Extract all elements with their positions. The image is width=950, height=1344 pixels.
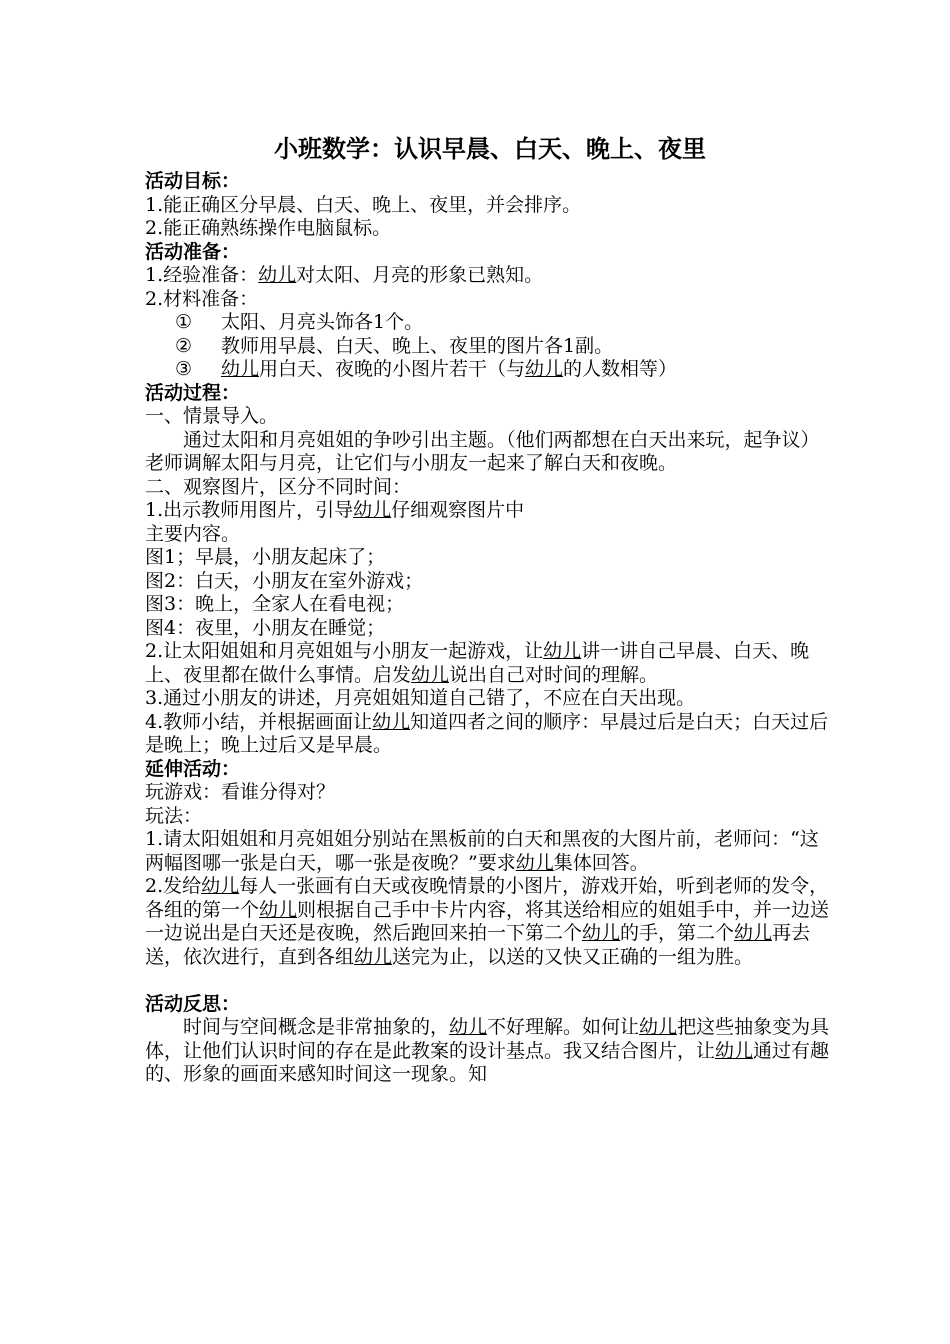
process-step3: 3.通过小朋友的讲述，月亮姐姐知道自己错了，不应在白天出现。 (145, 687, 696, 709)
prep-experience: 1.经验准备：幼儿对太阳、月亮的形象已熟知。 (145, 264, 544, 286)
material-text: 幼儿用白天、夜晚的小图片若干（与幼儿的人数相等） (221, 358, 678, 380)
document-title: 小班数学：认识早晨、白天、晚上、夜里 (274, 135, 706, 163)
material-number: ③ (175, 358, 193, 380)
extension-game: 玩游戏：看谁分得对？ (145, 781, 336, 803)
picture-item-3: 图3：晚上，全家人在看电视； (145, 593, 405, 615)
material-item-1 (145, 311, 835, 335)
extension-rule2: 2.发给幼儿每人一张画有白天或夜晚情景的小图片，游戏开始，听到老师的发令，各组的第一个幼儿则根据自己手中卡片内容，将其送给相应的姐姐手中，并一边送一边说出是白天还是夜晚，然后跑回来拍一下第二个幼儿的手，第二个幼儿再去送，依次进行，直到各组幼儿送完为止，以送的又快又正确的一组为胜。 (145, 875, 830, 968)
reflection-text: 时间与空间概念是非常抽象的，幼儿不好理解。如何让幼儿把这些抽象变为具体，让他们认识时间的存在是此教案的设计基点。我又结合图片，让幼儿通过有趣的、形象的画面来感知时间这一现象。知 (145, 1016, 830, 1085)
material-item-3 (145, 358, 835, 382)
process-step1b: 主要内容。 (145, 522, 241, 545)
process-part2-title: 二、观察图片，区分不同时间： (145, 475, 412, 498)
picture-item-4: 图4：夜里，小朋友在睡觉； (145, 616, 386, 639)
prep-material-title: 2.材料准备： (145, 287, 259, 310)
goals-heading: 活动目标： (145, 170, 241, 192)
spacer (145, 969, 835, 993)
material-item-2 (145, 335, 835, 359)
material-number: ② (175, 334, 193, 357)
extension-rules-title: 玩法： (145, 804, 203, 827)
process-heading: 活动过程： (145, 381, 241, 404)
goal-item-2: 2.能正确熟练操作电脑鼠标。 (145, 217, 392, 239)
extension-rule1: 1.请太阳姐姐和月亮姐姐分别站在黑板前的白天和黑夜的大图片前，老师问：“这两幅图哪一张是白天，哪一张是夜晚？”要求幼儿集体回答。 (145, 828, 819, 874)
document-page (145, 134, 835, 1087)
process-step4: 4.教师小结，并根据画面让幼儿知道四者之间的顺序：早晨过后是白天；白天过后是晚上；晚上过后又是早晨。 (145, 710, 829, 756)
process-step2: 2.让太阳姐姐和月亮姐姐与小朋友一起游戏，让幼儿讲一讲自己早晨、白天、晚上、夜里都在做什么事情。启发幼儿说出自己对时间的理解。 (145, 640, 810, 686)
extension-heading: 延伸活动： (145, 757, 241, 780)
material-text: 太阳、月亮头饰各1个。 (221, 311, 424, 333)
process-step1a: 1.出示教师用图片，引导幼儿仔细观察图片中 (145, 499, 525, 521)
goal-item-1: 1.能正确区分早晨、白天、晚上、夜里，并会排序。 (145, 193, 582, 216)
material-number: ① (175, 311, 193, 333)
reflection-heading: 活动反思： (145, 992, 241, 1015)
prep-heading: 活动准备： (145, 240, 241, 263)
process-part1-title: 一、情景导入。 (145, 405, 279, 427)
material-text: 教师用早晨、白天、晚上、夜里的图片各1副。 (221, 334, 614, 357)
process-part1-text: 通过太阳和月亮姐姐的争吵引出主题。（他们两都想在白天出来玩，起争议）老师调解太阳与月亮，让它们与小朋友一起来了解白天和夜晚。 (145, 428, 820, 474)
picture-item-1: 图1；早晨，小朋友起床了； (145, 546, 386, 568)
picture-item-2: 图2：白天，小朋友在室外游戏； (145, 569, 424, 592)
